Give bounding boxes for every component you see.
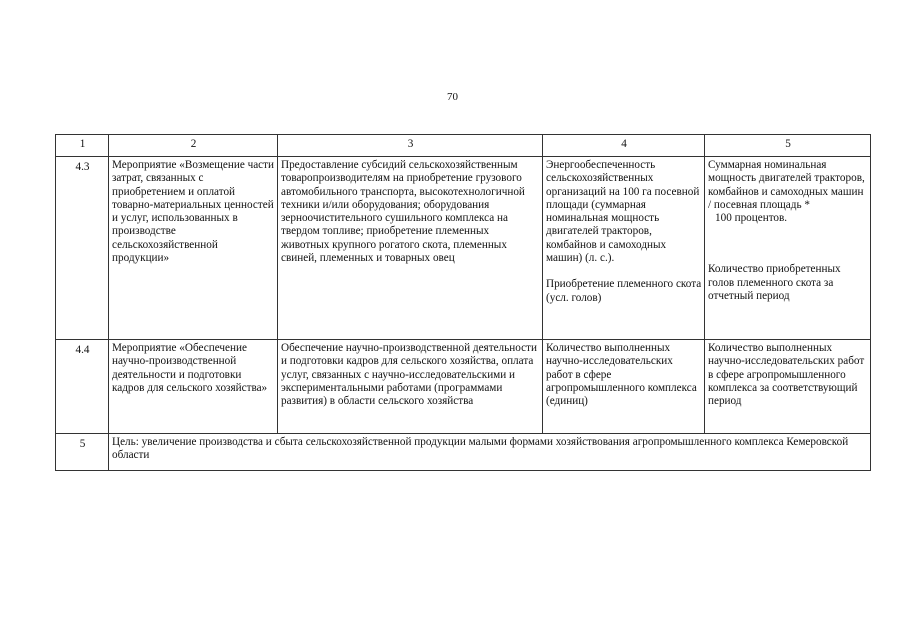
indicator-energy: Энергообеспеченность сельскохозяйственных организаций на 100 га посевной площади (суммарная номинальная мощность двигателей тракторов, комбайнов и самоходных машин) (л. с.). [546, 159, 700, 265]
measure-cell: Мероприятие «Возмещение части затрат, связанных с приобретением и оплатой товарно-материальных ценностей и услуг, использованных в производстве сельскохозяйственной продукции» [109, 157, 278, 340]
description-cell: Предоставление субсидий сельскохозяйственным товаропроизводителям на приобретение грузового автомобильного транспорта, высокотехнологичной техники и/или оборудования; оборудования зерноочистительного сушильного комплекса на твердом топливе; приобретение племенных животных крупного рогатого скота, племенных свиней, племенных и товарных овец [278, 157, 543, 340]
formula-energy-percent: 100 процентов. [715, 212, 788, 225]
description-cell: Обеспечение научно-производственной деятельности и подготовки кадров для сельского хозяйства, оплата услуг, связанных с научно-исследовательскими и экспериментальными работами (программами развития) в области сельского хозяйства [278, 340, 543, 434]
table-row-4-3 [56, 157, 871, 340]
row-number: 4.3 [56, 157, 109, 340]
table-row-4-4 [56, 340, 871, 434]
indicator-cell [543, 157, 705, 340]
formula-cell: Количество выполненных научно-исследовательских работ в сфере агропромышленного комплекса за соответствующий период [705, 340, 871, 434]
page-number: 70 [447, 91, 458, 103]
row-number: 5 [56, 434, 109, 471]
program-table [55, 134, 871, 471]
header-cell-5: 5 [705, 135, 871, 157]
header-cell-4: 4 [543, 135, 705, 157]
indicator-cell: Количество выполненных научно-исследовательских работ в сфере агропромышленного комплекса (единиц) [543, 340, 705, 434]
header-cell-3: 3 [278, 135, 543, 157]
indicator-livestock: Приобретение племенного скота (усл. голов) [546, 278, 702, 304]
measure-cell: Мероприятие «Обеспечение научно-производственной деятельности и подготовки кадров для сельского хозяйства» [109, 340, 278, 434]
formula-cell [705, 157, 871, 340]
row-number: 4.4 [56, 340, 109, 434]
formula-livestock: Количество приобретенных голов племенного скота за отчетный период [708, 263, 841, 303]
header-cell-1: 1 [56, 135, 109, 157]
goal-cell: Цель: увеличение производства и сбыта сельскохозяйственной продукции малыми формами хозяйствования агропромышленного комплекса Кемеровской области [109, 434, 871, 471]
table-header-row [56, 135, 871, 157]
table-row-5-goal [56, 434, 871, 471]
formula-energy: Суммарная номинальная мощность двигателей тракторов, комбайнов и самоходных машин / посевная площадь * [708, 159, 865, 211]
header-cell-2: 2 [109, 135, 278, 157]
